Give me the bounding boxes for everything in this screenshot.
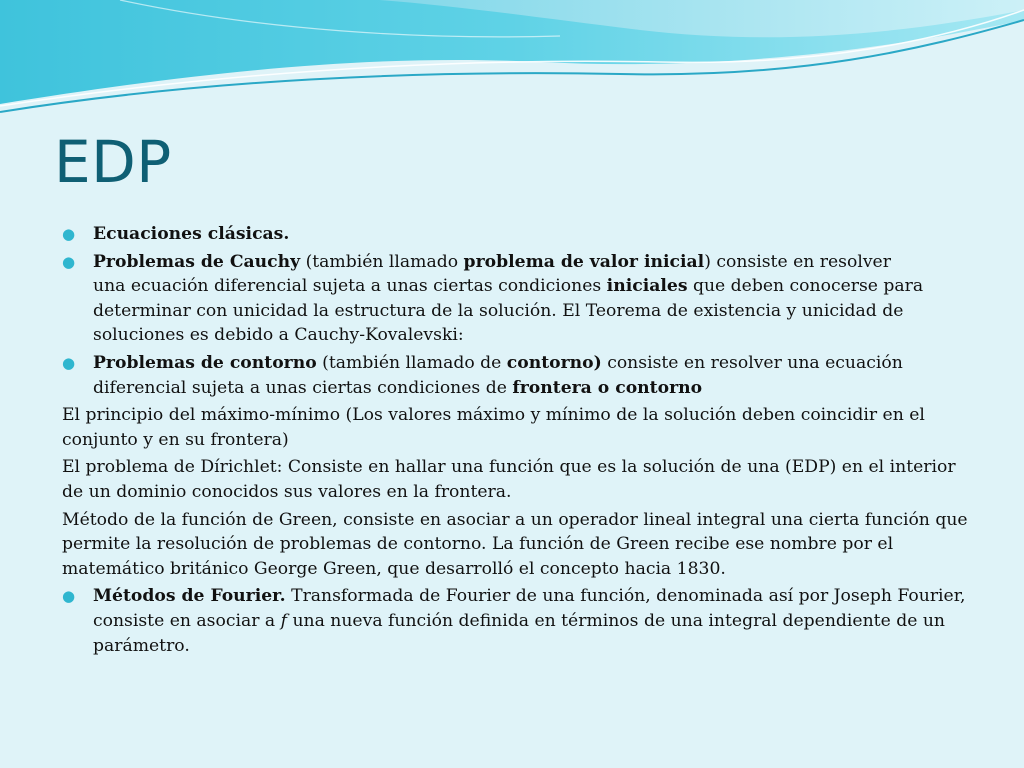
slide-body xyxy=(62,222,982,661)
text: (también llamado de xyxy=(316,352,507,373)
bold-text: contorno) xyxy=(506,352,602,373)
bold-text: Ecuaciones clásicas. xyxy=(93,224,290,244)
bold-text: Problemas de contorno xyxy=(93,352,317,373)
bullet-problemas-de-cauchy xyxy=(62,250,982,348)
bullet-metodos-de-fourier xyxy=(62,584,982,658)
text: que deben conocerse para determinar con unicidad la estructura de la solución. El Teorema de existencia y unicidad de soluciones es debido a Cauchy-Kovalevski: xyxy=(93,276,924,346)
slide-title: EDP xyxy=(54,128,172,196)
bold-text: iniciales xyxy=(606,276,688,297)
paragraph-green: Método de la función de Green, consiste en asociar a un operador lineal integral una cierta función que permite la resolución de problemas de contorno. La función de Green recibe ese nombre por el matemático británico George Green, que desarrolló el concepto hacia 1830. xyxy=(62,509,968,579)
bullet-icon: ● xyxy=(62,252,76,271)
bold-text: Métodos de Fourier. xyxy=(93,586,286,607)
italic-text: f xyxy=(280,610,287,631)
bullet-icon: ● xyxy=(62,587,76,606)
text: una nueva función definida en términos de una integral dependiente de un parámetro. xyxy=(93,610,945,656)
paragraph-maximo-minimo: El principio del máximo-mínimo (Los valores máximo y mínimo de la solución deben coincidir en el conjunto y en su frontera) xyxy=(62,405,925,450)
bullet-ecuaciones-clasicas xyxy=(62,222,982,247)
text: Transformada de Fourier de una función, denominada así por Joseph Fourier, consiste en asociar a xyxy=(93,586,966,631)
bullet-icon: ● xyxy=(62,353,76,372)
bold-text: frontera o contorno xyxy=(512,377,703,398)
header-wave-decoration xyxy=(0,0,1024,120)
text: una ecuación diferencial sujeta a unas ciertas condiciones xyxy=(93,276,607,297)
text: consiste en resolver una ecuación diferencial sujeta a unas ciertas condiciones de xyxy=(93,352,903,398)
bold-text: problema de valor inicial xyxy=(463,251,705,272)
text: (también llamado xyxy=(300,251,464,272)
text: ) consiste en resolver xyxy=(704,251,891,272)
paragraph-dirichlet: El problema de Dírichlet: Consiste en hallar una función que es la solución de una (EDP) en el interior de un dominio conocidos sus valores en la frontera. xyxy=(62,457,956,502)
bullet-problemas-de-contorno xyxy=(62,351,982,400)
bullet-icon: ● xyxy=(62,225,76,243)
bold-text: Problemas de Cauchy xyxy=(93,251,301,272)
